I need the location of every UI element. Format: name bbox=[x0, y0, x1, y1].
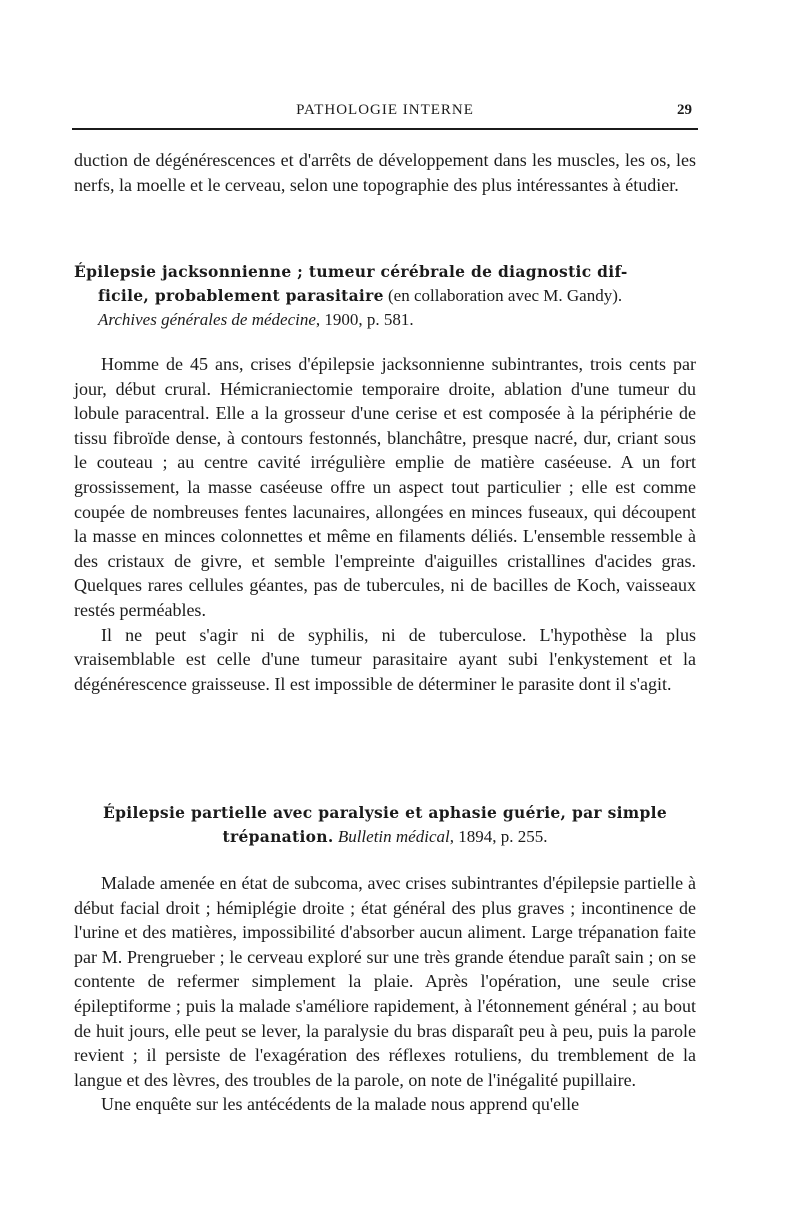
entry2-heading bbox=[74, 801, 696, 849]
entry1-body bbox=[74, 352, 696, 696]
entry1-journal: Archives générales de médecine bbox=[98, 310, 316, 329]
entry2-body bbox=[74, 871, 696, 1117]
intro-paragraph-block bbox=[74, 148, 696, 197]
entry2-title-line2-wrap bbox=[74, 825, 696, 849]
entry2-paragraph2: Une enquête sur les antécédents de la malade nous apprend qu'elle bbox=[101, 1094, 580, 1115]
entry2-title-line2: trépanation. bbox=[222, 827, 334, 846]
intro-paragraph: duction de dégénérescences et d'arrêts de développement dans les muscles, les os, les nerfs, la moelle et le cerveau, selon une topographie des plus intéressantes à étudier. bbox=[74, 150, 696, 195]
entry1-citation-line bbox=[74, 308, 696, 332]
running-title: PATHOLOGIE INTERNE bbox=[296, 102, 474, 118]
entry2-title-line1: Épilepsie partielle avec paralysie et aphasie guérie, par simple bbox=[103, 803, 667, 822]
entry2-paragraph1: Malade amenée en état de subcoma, avec crises subintrantes d'épilepsie partielle à début facial droit ; hémiplégie droite ; état général des plus graves ; incontinence de l'urine et des matières, impossibilité d'absorber aucun aliment. Large trépanation faite par M. Prengrueber ; le cerveau exploré sur une très grande étendue paraît sain ; on se contente de refermer simplement la plaie. Après l'opération, une seule crise épileptiforme ; puis la malade s'améliore rapidement, à l'étonnement général ; au bout de huit jours, elle peut se lever, la paralysie du bras disparaît peu à peu, puis la parole revient ; il persiste de l'exagération des réflexes rotuliens, du tremblement de la langue et des lèvres, des troubles de la parole, on note de l'inégalité pupillaire. bbox=[74, 873, 696, 1090]
entry1-citation: , 1900, p. 581. bbox=[315, 310, 414, 329]
header-rule bbox=[72, 128, 698, 130]
entry1-heading bbox=[74, 260, 696, 332]
entry1-collab: (en collaboration avec M. Gandy). bbox=[388, 286, 623, 305]
running-head bbox=[72, 102, 698, 126]
entry2-journal: Bulletin médical bbox=[337, 827, 450, 846]
page-number: 29 bbox=[677, 102, 692, 118]
entry1-title-line2-wrap bbox=[74, 284, 696, 308]
entry1-paragraph1: Homme de 45 ans, crises d'épilepsie jacksonnienne subintrantes, trois cents par jour, début crural. Hémicraniectomie temporaire droite, ablation d'une tumeur du lobule paracentral. Elle a la grosseur d'une cerise et est composée à la périphérie de tissu fibroïde dense, à contours festonnés, blanchâtre, presque nacré, dur, criant sous le couteau ; au centre cavité irrégulière emplie de matière caséeuse. A un fort grossissement, la masse caséeuse offre un aspect tout particulier ; elle est comme coupée de nombreuses fentes lacunaires, allongées en minces fuseaux, qui découpent la masse en minces colonnettes et même en filaments déliés. L'ensemble ressemble à des cristaux de givre, et semble l'empreinte d'aiguilles cristallines d'acides gras. Quelques rares cellules géantes, pas de tubercules, ni de bacilles de Koch, vaisseaux restés perméables. bbox=[74, 354, 696, 620]
entry1-title-line2: ficile, probablement parasitaire bbox=[98, 286, 384, 305]
entry1-title-line1: Épilepsie jacksonnienne ; tumeur cérébrale de diagnostic dif- bbox=[74, 262, 628, 281]
entry2-citation: , 1894, p. 255. bbox=[449, 827, 548, 846]
entry1-paragraph2: Il ne peut s'agir ni de syphilis, ni de tuberculose. L'hypothèse la plus vraisemblable est celle d'une tumeur parasitaire ayant subi l'enkystement et la dégénérescence graisseuse. Il est impossible de déterminer le parasite dont il s'agit. bbox=[74, 624, 696, 694]
